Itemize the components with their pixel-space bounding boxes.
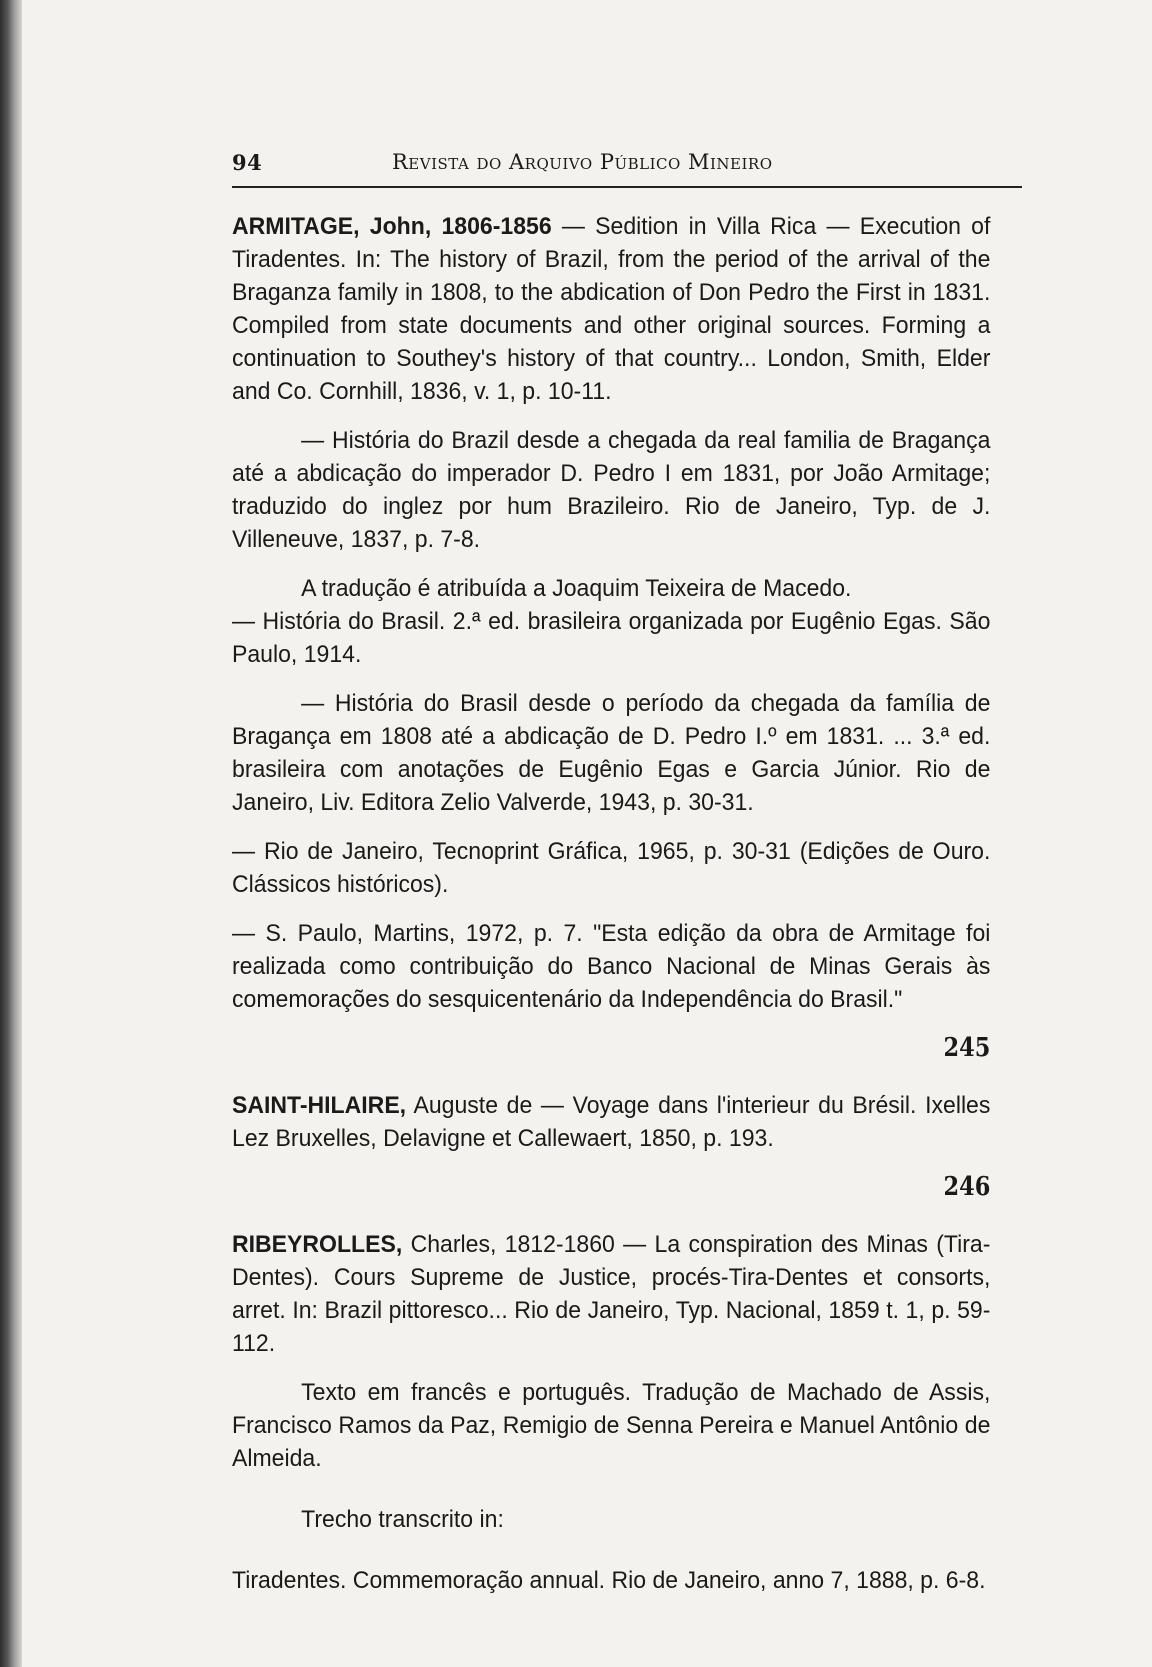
entry-armitage-ed-1943: — História do Brasil desde o período da chegada da família de Bragança em 1808 até a abdicação de D. Pedro I.º em 1831. ... 3.ª ed. brasileira com anotações de Eugênio Egas e Garcia Júnior. Rio de Janeiro, Liv. Editora Zelio Valverde, 1943, p. 30-31. [232,690,991,816]
translation-note-ribeyrolles: Texto em francês e português. Tradução de Machado de Assis, Francisco Ramos da Paz, Remigio de Senna Pereira e Manuel Antônio de Almeida. [232,1379,991,1472]
translation-note: A tradução é atribuída a Joaquim Teixeira de Macedo. [301,575,852,602]
entry-lead: RIBEYROLLES, [232,1231,403,1258]
bibliography-content [232,210,990,1613]
entry-armitage-ed-1914: — História do Brasil. 2.ª ed. brasileira organizada por Eugênio Egas. São Paulo, 1914. [232,608,991,668]
entry-text: Auguste de — Voyage dans l'interieur du Brésil. Ixelles Lez Bruxelles, Delavigne et Callewaert, 1850, p. 193. [232,1092,991,1152]
book-binding-edge [0,0,22,1667]
header-rule [232,186,1022,188]
excerpt-source: Tiradentes. Commemoração annual. Rio de Janeiro, anno 7, 1888, p. 6-8. [232,1567,986,1594]
page-number: 94 [232,150,263,175]
excerpt-label: Trecho transcrito in: [301,1506,504,1533]
entry-number-245: 245 [943,1033,991,1063]
entry-lead: SAINT-HILAIRE, [232,1092,407,1119]
entry-armitage-ed-1965: — Rio de Janeiro, Tecnoprint Gráfica, 1965, p. 30-31 (Edições de Ouro. Clássicos históricos). [232,838,991,898]
entry-armitage-ed-1837: — História do Brazil desde a chegada da real familia de Bragança até a abdicação do imperador D. Pedro I em 1831, por João Armitage; traduzido do inglez por hum Brazileiro. Rio de Janeiro, Typ. de J. Villeneuve, 1837, p. 7-8. [232,427,991,553]
running-title: Revista do Arquivo Público Mineiro [392,150,773,174]
entry-saint-hilaire [232,1089,990,1155]
entry-number-246: 246 [943,1172,991,1202]
entry-text: — Sedition in Villa Rica — Execution of Tiradentes. In: The history of Brazil, from the period of the arrival of the Braganza family in 1808, to the abdication of Don Pedro the First in 1831. Compiled from state documents and other original sources. Forming a continuation to Southey's history of that country... London, Smith, Elder and Co. Cornhill, 1836, v. 1, p. 10-11. [232,213,991,405]
entry-lead: ARMITAGE, John, 1806-1856 [232,213,552,240]
entry-ribeyrolles [232,1228,990,1360]
entry-armitage [232,210,990,408]
entry-text: Charles, 1812-1860 — La conspiration des Minas (Tira-Dentes). Cours Supreme de Justice, procés-Tira-Dentes et consorts, arret. In: Brazil pittoresco... Rio de Janeiro, Typ. Nacional, 1859 t. 1, p. 59-112. [232,1231,991,1357]
entry-armitage-ed-1972: — S. Paulo, Martins, 1972, p. 7. "Esta edição da obra de Armitage foi realizada como contribuição do Banco Nacional de Minas Gerais às comemorações do sesquicentenário da Independência do Brasil." [232,920,991,1013]
